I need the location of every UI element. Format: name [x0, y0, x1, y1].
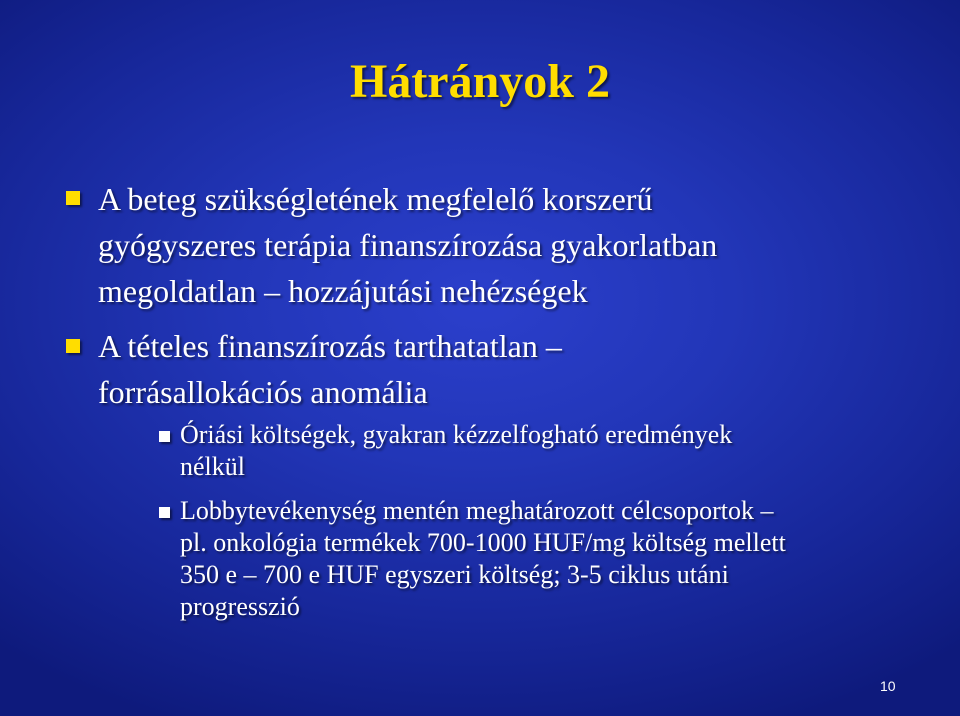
bullet-square-icon [66, 339, 80, 353]
bullet-line: megoldatlan – hozzájutási nehézségek [98, 273, 588, 309]
bullet-line: nélkül [180, 452, 245, 481]
bullet-line: forrásallokációs anomália [98, 374, 428, 410]
bullet-line: A beteg szükségletének megfelelő korszerű [98, 181, 653, 217]
bullet-item [98, 323, 928, 415]
bullet-item [98, 176, 928, 314]
bullet-line: progresszió [180, 592, 300, 621]
bullet-line: pl. onkológia termékek 700-1000 HUF/mg költség mellett [180, 528, 786, 557]
bullet-line: Lobbytevékenység mentén meghatározott célcsoportok – [180, 496, 774, 525]
sub-bullet-item [180, 495, 920, 623]
bullet-line: Óriási költségek, gyakran kézzelfogható eredmények [180, 420, 733, 449]
sub-bullet-square-icon [159, 507, 170, 518]
bullet-square-icon [66, 191, 80, 205]
sub-bullet-square-icon [159, 431, 170, 442]
sub-bullet-item [180, 419, 920, 483]
bullet-line: A tételes finanszírozás tarthatatlan – [98, 328, 562, 364]
page-number: 10 [880, 678, 896, 694]
bullet-line: gyógyszeres terápia finanszírozása gyakorlatban [98, 227, 718, 263]
bullet-line: 350 e – 700 e HUF egyszeri költség; 3-5 ciklus utáni [180, 560, 729, 589]
slide-title: Hátrányok 2 [349, 55, 610, 108]
